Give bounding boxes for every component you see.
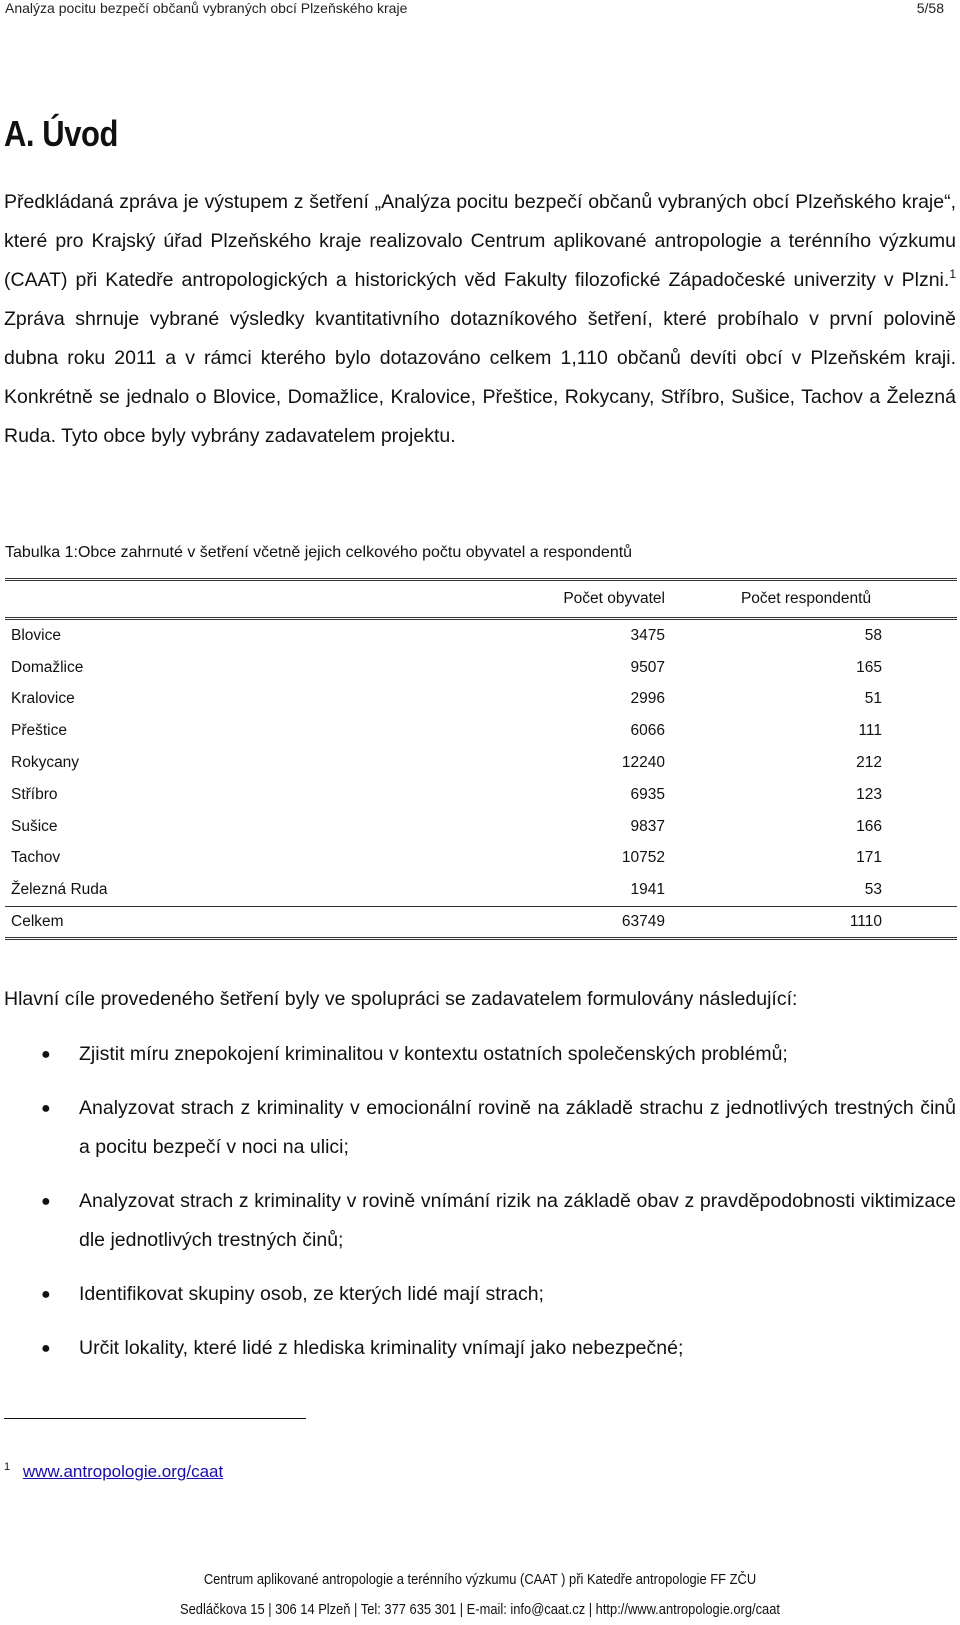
list-item (0, 1035, 956, 1074)
respondents-value: 53 (864, 881, 882, 899)
footer-contact: Sedláčkova 15 | 306 14 Plzeň | Tel: 377 635 301 | E-mail: info@caat.cz | http://www.antropologie.org/caat (180, 1601, 780, 1618)
page-footer (0, 1565, 960, 1625)
intro-text-part-2: Zpráva shrnuje vybrané výsledky kvantitativního dotazníkového šetření, které probíhalo v první polovině dubna roku 2011 a v rámci kterého bylo dotazováno celkem 1,110 občanů devíti obcí v Plzeňském kraji. Konkrétně se jednalo o Blovice, Domažlice, Kralovice, Přeštice, Rokycany, Stříbro, Sušice, Tachov a Železná Ruda. Tyto obce byly vybrány zadavatelem projektu. (4, 308, 956, 447)
municipality-name: Tachov (11, 849, 61, 867)
respondents-value: 166 (856, 817, 882, 835)
document-title: Analýza pocitu bezpečí občanů vybraných obcí Plzeňského kraje (5, 0, 408, 16)
page-number: 5/58 (916, 0, 944, 16)
section-title: A. Úvod (4, 113, 118, 154)
table-row (5, 619, 957, 652)
total-label: Celkem (5, 907, 465, 939)
population-value: 6935 (630, 785, 665, 803)
population-value: 2996 (630, 690, 665, 708)
table-total-row (5, 907, 957, 939)
goal-text: Analyzovat strach z kriminality v emocionální rovině na základě strachu z jednotlivých trestných činů a pocitu bezpečí v noci na ulici; (79, 1097, 956, 1158)
population-value: 12240 (621, 754, 665, 772)
footnote-link[interactable]: www.antropologie.org/caat (22, 1462, 224, 1481)
goal-text: Určit lokality, které lidé z hlediska kriminality vnímají jako nebezpečné; (79, 1337, 684, 1359)
population-value: 1941 (630, 881, 665, 899)
population-value: 6066 (630, 722, 665, 740)
bullet-icon: ● (41, 1046, 51, 1063)
municipality-name: Kralovice (11, 690, 75, 708)
municipality-name: Blovice (11, 626, 61, 644)
list-item (0, 1329, 956, 1368)
footnote (4, 1456, 223, 1483)
header-municipality (5, 580, 465, 619)
population-value: 9507 (630, 658, 665, 676)
footnote-divider (4, 1418, 306, 1419)
goal-text: Analyzovat strach z kriminality v rovině vnímání rizik na základě obav z pravděpodobnosti viktimizace dle jednotlivých trestných činů; (79, 1190, 956, 1251)
header-population: Počet obyvatel (465, 580, 675, 619)
total-population: 63749 (465, 907, 675, 939)
respondents-value: 171 (856, 849, 882, 867)
list-item (0, 1182, 956, 1260)
goals-list (0, 1035, 956, 1383)
respondents-value: 111 (858, 722, 882, 740)
bullet-icon: ● (41, 1286, 51, 1303)
municipality-name: Sušice (11, 817, 58, 835)
table-row (5, 652, 957, 684)
respondents-value: 212 (856, 754, 882, 772)
intro-paragraph (4, 183, 956, 456)
table-row (5, 715, 957, 747)
bullet-icon: ● (41, 1100, 51, 1117)
table-row (5, 779, 957, 811)
respondents-value: 123 (856, 785, 882, 803)
municipality-name: Rokycany (11, 754, 80, 772)
population-value: 10752 (621, 849, 665, 867)
goals-intro: Hlavní cíle provedeného šetření byly ve spolupráci se zadavatelem formulovány následující: (4, 988, 798, 1010)
population-value: 9837 (630, 817, 665, 835)
respondents-value: 51 (864, 690, 882, 708)
municipality-name: Domažlice (11, 658, 84, 676)
list-item (0, 1275, 956, 1314)
population-value: 3475 (630, 626, 665, 644)
respondents-value: 58 (864, 626, 882, 644)
goal-text: Identifikovat skupiny osob, ze kterých lidé mají strach; (79, 1283, 544, 1305)
total-respondents: 1110 (675, 907, 957, 939)
bullet-icon: ● (41, 1193, 51, 1210)
footnote-reference: 1 (949, 267, 956, 281)
list-item (0, 1089, 956, 1167)
respondents-value: 165 (856, 658, 882, 676)
municipality-name: Stříbro (11, 785, 58, 803)
municipality-name: Přeštice (11, 722, 67, 740)
running-header (5, 0, 955, 20)
table-row (5, 843, 957, 875)
header-respondents: Počet respondentů (675, 580, 957, 619)
bullet-icon: ● (41, 1340, 51, 1357)
table-row (5, 684, 957, 716)
goal-text: Zjistit míru znepokojení kriminalitou v kontextu ostatních společenských problémů; (79, 1043, 788, 1065)
municipalities-table (5, 578, 957, 940)
intro-text-part-1: Předkládaná zpráva je výstupem z šetření „Analýza pocitu bezpečí občanů vybraných obcí Plzeňského kraje“, které pro Krajský úřad Plzeňského kraje realizovalo Centrum aplikované antropologie a terénního výzkumu (CAAT) při Katedře antropologických a historických věd Fakulty filozofické Západočeské univerzity v Plzni. (4, 191, 956, 291)
table-header-row (5, 580, 957, 619)
table-row (5, 811, 957, 843)
footer-institution: Centrum aplikované antropologie a terénního výzkumu (CAAT ) při Katedře antropologie FF ZČU (203, 1571, 757, 1588)
table-row (5, 874, 957, 906)
table-row (5, 747, 957, 779)
footnote-number: 1 (4, 1461, 11, 1473)
municipality-name: Železná Ruda (11, 881, 108, 899)
table-caption: Tabulka 1:Obce zahrnuté v šetření včetně jejich celkového počtu obyvatel a respondentů (5, 544, 633, 561)
